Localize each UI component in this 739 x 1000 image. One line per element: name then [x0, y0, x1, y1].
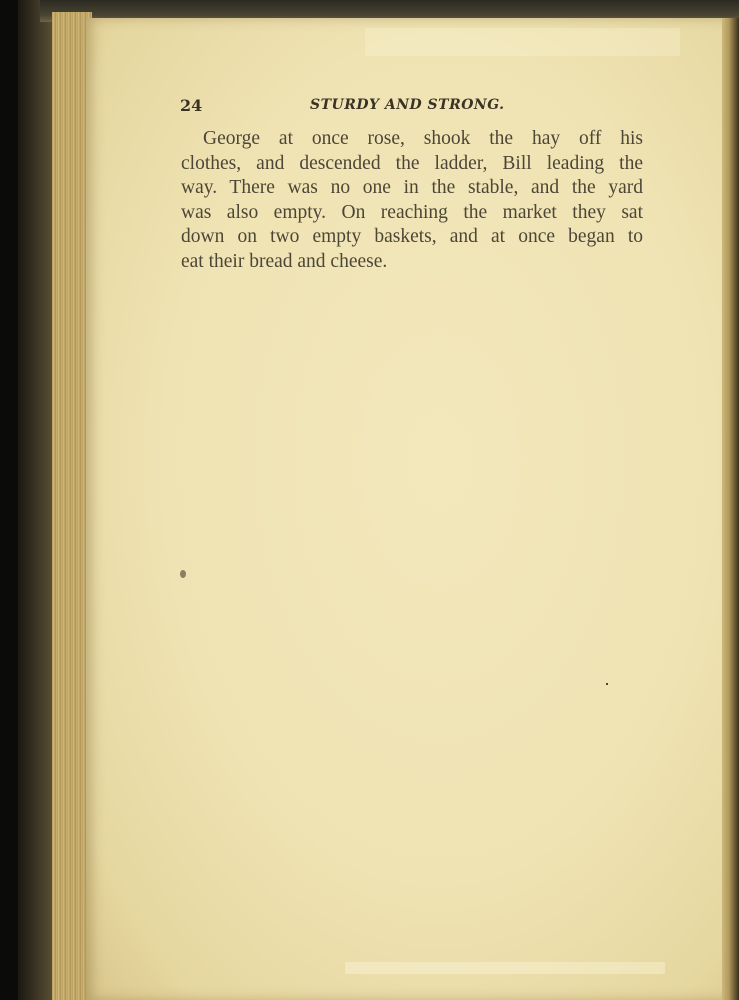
text-line: way. There was no one in the stable, and the yard — [181, 177, 643, 199]
scan-highlight-top — [365, 28, 680, 56]
scan-highlight-bottom — [345, 962, 665, 974]
text-line: down on two empty baskets, and at once began to — [181, 226, 643, 248]
paper-dot — [606, 683, 608, 685]
text-line: eat their bread and cheese. — [181, 250, 388, 272]
page-number: 24 — [180, 96, 203, 115]
text-line: was also empty. On reaching the market they sat — [181, 201, 643, 223]
running-title: STURDY AND STRONG. — [310, 97, 505, 113]
page-header — [180, 96, 640, 118]
text-line: George at once rose, shook the hay off his — [203, 128, 643, 149]
paper-speck — [180, 570, 186, 578]
body-paragraph — [181, 127, 643, 275]
text-line: clothes, and descended the ladder, Bill leading the — [181, 152, 643, 174]
page-right-edge — [722, 18, 739, 1000]
